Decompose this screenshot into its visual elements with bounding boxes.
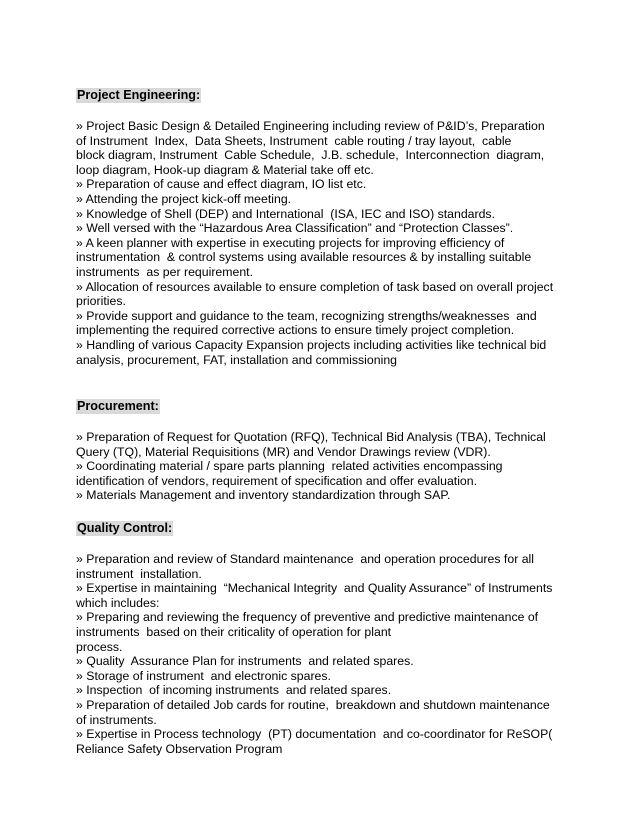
section-body <box>76 119 578 367</box>
text-line: » Preparation of cause and effect diagram, IO list etc. <box>76 177 367 192</box>
text-line: » A keen planner with expertise in executing projects for improving efficiency of <box>76 235 505 250</box>
text-line: » Provide support and guidance to the team, recognizing strengths/weaknesses and <box>76 308 537 323</box>
text-line: process. <box>76 639 123 654</box>
text-line: identification of vendors, requirement of specification and offer evaluation. <box>76 473 478 488</box>
heading-spacer <box>76 537 578 552</box>
text-line: which includes: <box>76 595 160 610</box>
text-line: » Inspection of incoming instruments and related spares. <box>76 683 392 698</box>
text-line: » Preparation of detailed Job cards for routine, breakdown and shutdown maintenance <box>76 698 550 712</box>
text-line: instrument installation. <box>76 566 202 581</box>
text-line: priorities. <box>76 294 126 309</box>
text-line: » Quality Assurance Plan for instruments and related spares. <box>76 654 414 669</box>
text-line: analysis, procurement, FAT, installation and commissioning <box>76 352 398 367</box>
text-line: » Preparing and reviewing the frequency of preventive and predictive maintenance of <box>76 610 539 625</box>
text-line: » Preparation of Request for Quotation (RFQ), Technical Bid Analysis (TBA), Technical <box>76 430 546 445</box>
text-line: Reliance Safety Observation Program <box>76 741 283 756</box>
heading-spacer <box>76 104 578 119</box>
section-procurement <box>76 397 578 503</box>
section-heading: Quality Control: <box>77 521 173 536</box>
text-line: » Expertise in maintaining “Mechanical Integrity and Quality Assurance” of Instruments <box>76 581 553 596</box>
text-line: » Expertise in Process technology (PT) documentation and co-coordinator for ReSOP( <box>76 727 553 742</box>
text-line: implementing the required corrective actions to ensure timely project completion. <box>76 323 515 338</box>
text-line: » Project Basic Design & Detailed Engineering including review of P&ID’s, Preparation <box>76 119 545 133</box>
text-line: » Handling of various Capacity Expansion projects including activities like technical bid <box>76 337 547 352</box>
section-body <box>76 430 578 503</box>
text-line: instrumentation & control systems using available resources & by installing suitable <box>76 250 532 265</box>
text-line: » Materials Management and inventory standardization through SAP. <box>76 488 451 503</box>
text-line: » Well versed with the “Hazardous Area Classification” and “Protection Classes”. <box>76 221 514 236</box>
text-line: » Storage of instrument and electronic spares. <box>76 668 331 683</box>
text-line: instruments based on their criticality of operation for plant <box>76 625 392 640</box>
text-line: » Knowledge of Shell (DEP) and International (ISA, IEC and ISO) standards. <box>76 206 496 221</box>
text-line: loop diagram, Hook-up diagram & Material take off etc. <box>76 162 374 177</box>
text-line: » Attending the project kick-off meeting. <box>76 191 292 206</box>
text-line: » Coordinating material / spare parts planning related activities encompassing <box>76 459 503 474</box>
text-line: » Allocation of resources available to ensure completion of task based on overall project <box>76 279 554 294</box>
section-quality-control <box>76 519 578 756</box>
text-line: of Instrument Index, Data Sheets, Instrument cable routing / tray layout, cable <box>76 133 512 148</box>
text-line: instruments as per requirement. <box>76 264 254 279</box>
text-line: block diagram, Instrument Cable Schedule, J.B. schedule, Interconnection diagram, <box>76 148 545 163</box>
section-project-engineering <box>76 86 578 367</box>
text-line: of instruments. <box>76 712 157 727</box>
text-line: Query (TQ), Material Requisitions (MR) and Vendor Drawings review (VDR). <box>76 444 491 459</box>
text-line: » Preparation and review of Standard maintenance and operation procedures for all <box>76 552 535 567</box>
section-heading: Procurement: <box>77 399 159 414</box>
heading-spacer <box>76 415 578 430</box>
section-heading: Project Engineering: <box>77 88 201 102</box>
section-body <box>76 552 578 756</box>
